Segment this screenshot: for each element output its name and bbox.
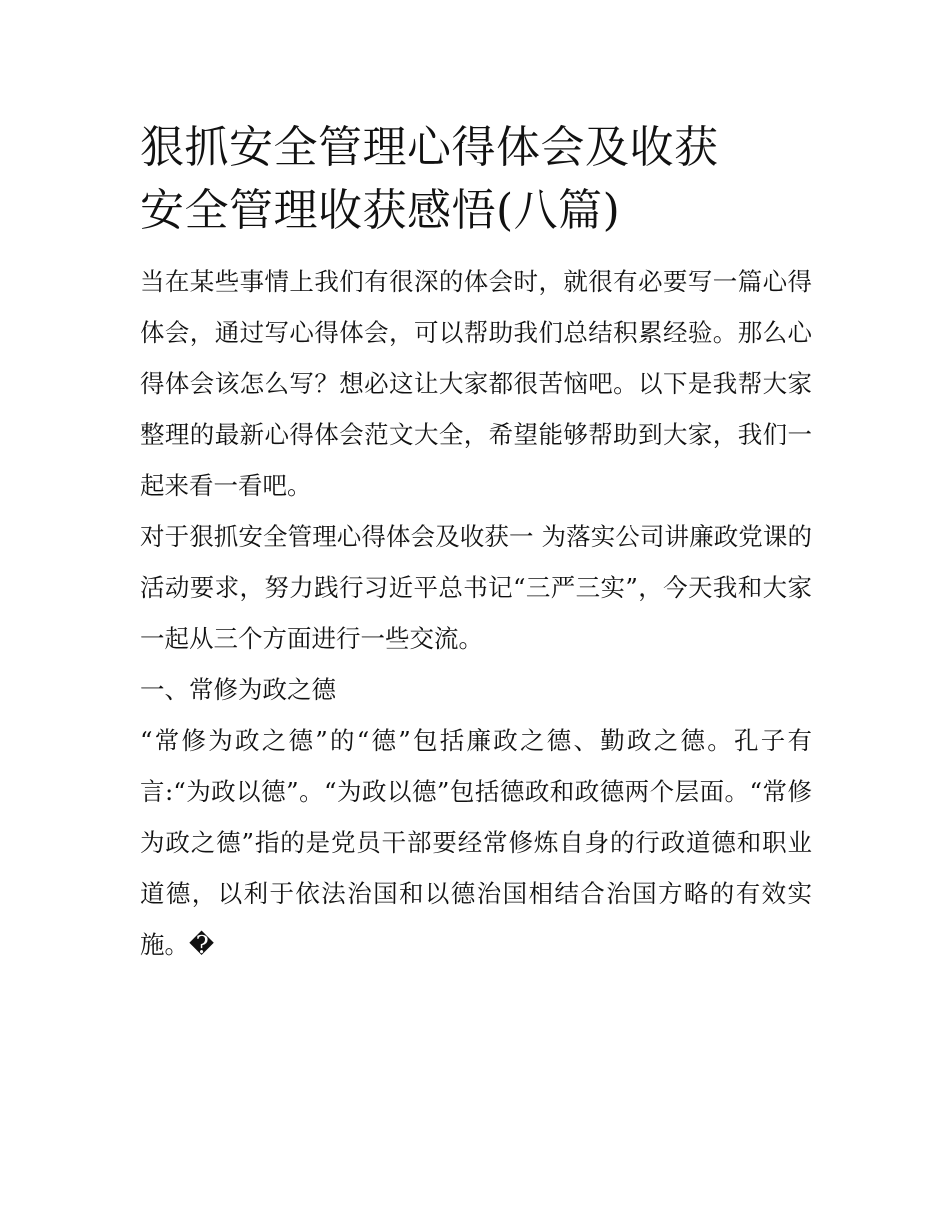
section-body-paragraph: “常修为政之德”的“德”包括廉政之德、勤政之德。孔子有言:“为政以德”。“为政以德”包括德政和政德两个层面。“常修为政之德”指的是党员干部要经常修炼自身的行政道德和职业道德，以利于依法治国和以德治国相结合治国方略的有效实施。�	[140, 726, 812, 959]
title-line-2: 安全管理收获感悟(八篇)	[140, 185, 621, 236]
section-intro-paragraph: 对于狠抓安全管理心得体会及收获一 为落实公司讲廉政党课的活动要求，努力践行习近平总书记“三严三实”，今天我和大家一起从三个方面进行一些交流。	[140, 522, 812, 653]
title-line-1: 狠抓安全管理心得体会及收获	[140, 122, 719, 173]
document-content	[140, 116, 812, 970]
document-body	[140, 256, 812, 970]
section-heading: 一、常修为政之德	[140, 675, 336, 704]
document-title	[140, 116, 812, 242]
intro-paragraph: 当在某些事情上我们有很深的体会时，就很有必要写一篇心得体会，通过写心得体会，可以帮助我们总结积累经验。那么心得体会该怎么写？想必这让大家都很苦恼吧。以下是我帮大家整理的最新心得体会范文大全，希望能够帮助到大家，我们一起来看一看吧。	[140, 267, 812, 500]
